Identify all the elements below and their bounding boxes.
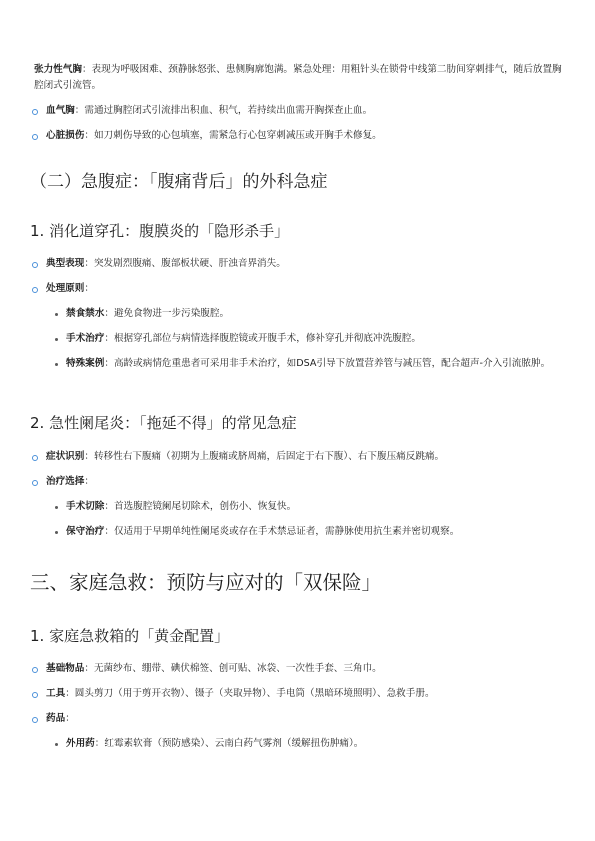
list-item-text: ：圆头剪刀（用于剪开衣物）、镊子（夹取异物）、手电筒（黑暗环境照明）、急救手册。 — [65, 688, 435, 699]
subsection-heading: 2. 急性阑尾炎：「拖延不得」的常见急症 — [30, 414, 297, 432]
list-item — [46, 103, 566, 119]
sublist-bullet — [55, 743, 58, 746]
sublist-item-text: ：根据穿孔部位与病情选择腹腔镜或开腹手术，修补穿孔并彻底冲洗腹腔。 — [104, 333, 421, 344]
sublist-bullet — [55, 363, 58, 366]
sublist-item-term: 禁食禁水 — [66, 308, 105, 319]
list-bullet — [32, 109, 38, 115]
list-bullet — [32, 134, 38, 140]
intro-paragraph — [34, 62, 566, 94]
list-item-term: 血气胸 — [46, 105, 75, 116]
list-item — [46, 474, 566, 490]
list-bullet — [32, 480, 38, 486]
section-heading: 三、家庭急救：预防与应对的「双保险」 — [30, 571, 382, 594]
sublist-bullet — [55, 313, 58, 316]
sublist-item-term: 手术切除 — [66, 501, 105, 512]
intro-term: 张力性气胸 — [34, 64, 82, 75]
list-item-term: 药品 — [46, 713, 66, 724]
list-item-term: 基础物品 — [46, 663, 85, 674]
list-bullet — [32, 287, 38, 293]
list-item-term: 处理原则 — [46, 283, 85, 294]
intro-text: ：表现为呼吸困难、颈静脉怒张、患侧胸廓饱满。紧急处理：用粗针头在锁骨中线第二肋间穿刺排气，随后放置胸腔闭式引流管。 — [34, 64, 562, 91]
list-item — [46, 128, 566, 144]
sublist-item-term: 外用药 — [66, 738, 95, 749]
subsection-heading: 1. 消化道穿孔：腹膜炎的「隐形杀手」 — [30, 222, 290, 240]
sublist-item — [66, 331, 566, 347]
sublist-item-text: ：避免食物进一步污染腹腔。 — [104, 308, 230, 319]
subsection-heading: 1. 家庭急救箱的「黄金配置」 — [30, 627, 230, 645]
list-item-term: 症状识别 — [46, 451, 85, 462]
list-item-term: 工具 — [46, 688, 66, 699]
list-item — [46, 661, 566, 677]
list-item — [46, 686, 566, 702]
sublist-item — [66, 736, 566, 752]
sublist-item-term: 特殊案例 — [66, 358, 105, 369]
list-item-text: ：需通过胸腔闭式引流排出积血、积气，若持续出血需开胸探查止血。 — [74, 105, 373, 116]
list-item — [46, 449, 566, 465]
sublist-item-term: 手术治疗 — [66, 333, 105, 344]
sublist-item-text: ：首选腹腔镜阑尾切除术，创伤小、恢复快。 — [104, 501, 297, 512]
list-item-term: 典型表现 — [46, 258, 85, 269]
sublist-item-text: ：高龄或病情危重患者可采用非手术治疗，如DSA引导下放置营养管与减压管，配合超声-介入引流脓肿。 — [104, 358, 551, 369]
sublist-item-term: 保守治疗 — [66, 526, 105, 537]
sublist-item-text: ：仅适用于早期单纯性阑尾炎或存在手术禁忌证者，需静脉使用抗生素并密切观察。 — [104, 526, 460, 537]
list-bullet — [32, 667, 38, 673]
sublist-item — [66, 356, 566, 372]
list-bullet — [32, 692, 38, 698]
sublist-item — [66, 306, 566, 322]
section-heading: （二）急腹症：「腹痛背后」的外科急症 — [30, 172, 328, 192]
sublist-bullet — [55, 506, 58, 509]
list-item-text: ：如刀刺伤导致的心包填塞，需紧急行心包穿刺减压或开胸手术修复。 — [84, 130, 382, 141]
list-bullet — [32, 717, 38, 723]
sublist-bullet — [55, 338, 58, 341]
list-bullet — [32, 262, 38, 268]
sublist-item-text: ：红霉素软膏（预防感染）、云南白药气雾剂（缓解扭伤肿痛）。 — [94, 738, 364, 749]
list-item-term: 心脏损伤 — [46, 130, 85, 141]
sublist-item — [66, 524, 566, 540]
list-item-text: ：无菌纱布、绷带、碘伏棉签、创可贴、冰袋、一次性手套、三角巾。 — [84, 663, 382, 674]
list-item-text: ： — [84, 283, 94, 294]
list-item — [46, 281, 566, 297]
sublist-item — [66, 499, 566, 515]
list-item-text: ：突发剧烈腹痛、腹部板状硬、肝浊音界消失。 — [84, 258, 286, 269]
list-item-text: ： — [65, 713, 75, 724]
list-item — [46, 711, 566, 727]
list-item — [46, 256, 566, 272]
list-item-term: 治疗选择 — [46, 476, 85, 487]
list-bullet — [32, 455, 38, 461]
sublist-bullet — [55, 531, 58, 534]
list-item-text: ：转移性右下腹痛（初期为上腹痛或脐周痛，后固定于右下腹）、右下腹压痛反跳痛。 — [84, 451, 445, 462]
list-item-text: ： — [84, 476, 94, 487]
